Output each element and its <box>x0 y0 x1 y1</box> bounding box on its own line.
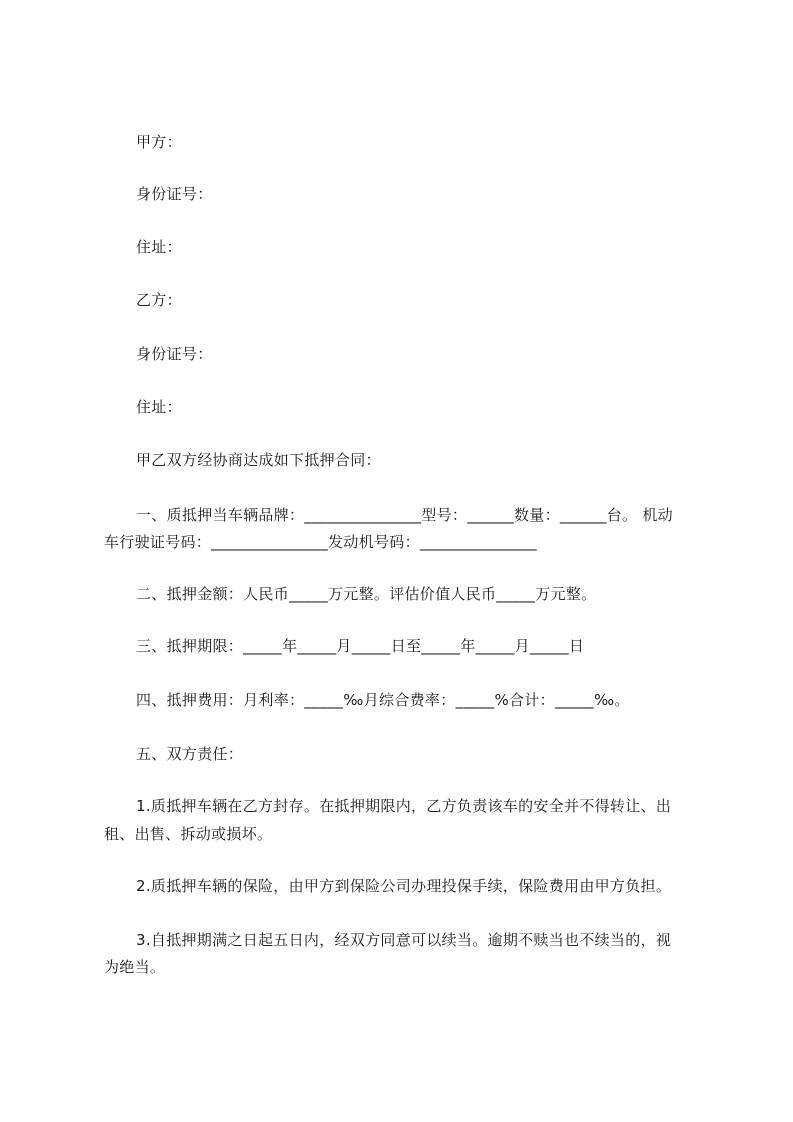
item-3-line-1: 3.自抵押期满之日起五日内，经双方同意可以续当。逾期不赎当也不续当的，视 <box>136 931 672 949</box>
party-b-address-label: 住址： <box>136 398 182 416</box>
item-1-line-1: 1.质抵押车辆在乙方封存。在抵押期限内，乙方负责该车的安全并不得转让、出 <box>136 797 672 815</box>
item-2: 2.质抵押车辆的保险，由甲方到保险公司办理投保手续，保险费用由甲方负担。 <box>136 877 672 895</box>
party-a-address-label: 住址： <box>136 238 182 256</box>
item-3-line-2: 为绝当。 <box>104 958 166 976</box>
party-a-label: 甲方： <box>136 133 182 151</box>
item-1-line-2: 租、出售、拆动或损坏。 <box>104 825 273 843</box>
clause-2: 二、抵押金额：人民币_____万元整。评估价值人民币_____万元整。 <box>136 585 597 603</box>
clause-4: 四、抵押费用：月利率：_____‰月综合费率：_____%合计：_____‰。 <box>136 691 630 709</box>
party-b-id-label: 身份证号： <box>136 345 213 363</box>
clause-1-line-1: 一、质抵押当车辆品牌：_______________型号：______数量：______台。 机动 <box>136 506 673 524</box>
clause-5: 五、双方责任： <box>136 745 244 763</box>
intro-paragraph: 甲乙双方经协商达成如下抵押合同： <box>136 451 381 469</box>
party-a-id-label: 身份证号： <box>136 185 213 203</box>
clause-3: 三、抵押期限：_____年_____月_____日至_____年_____月_____日 <box>136 637 585 655</box>
party-b-label: 乙方： <box>136 291 182 309</box>
clause-1-line-2: 车行驶证号码：_______________发动机号码：_______________ <box>104 533 537 551</box>
